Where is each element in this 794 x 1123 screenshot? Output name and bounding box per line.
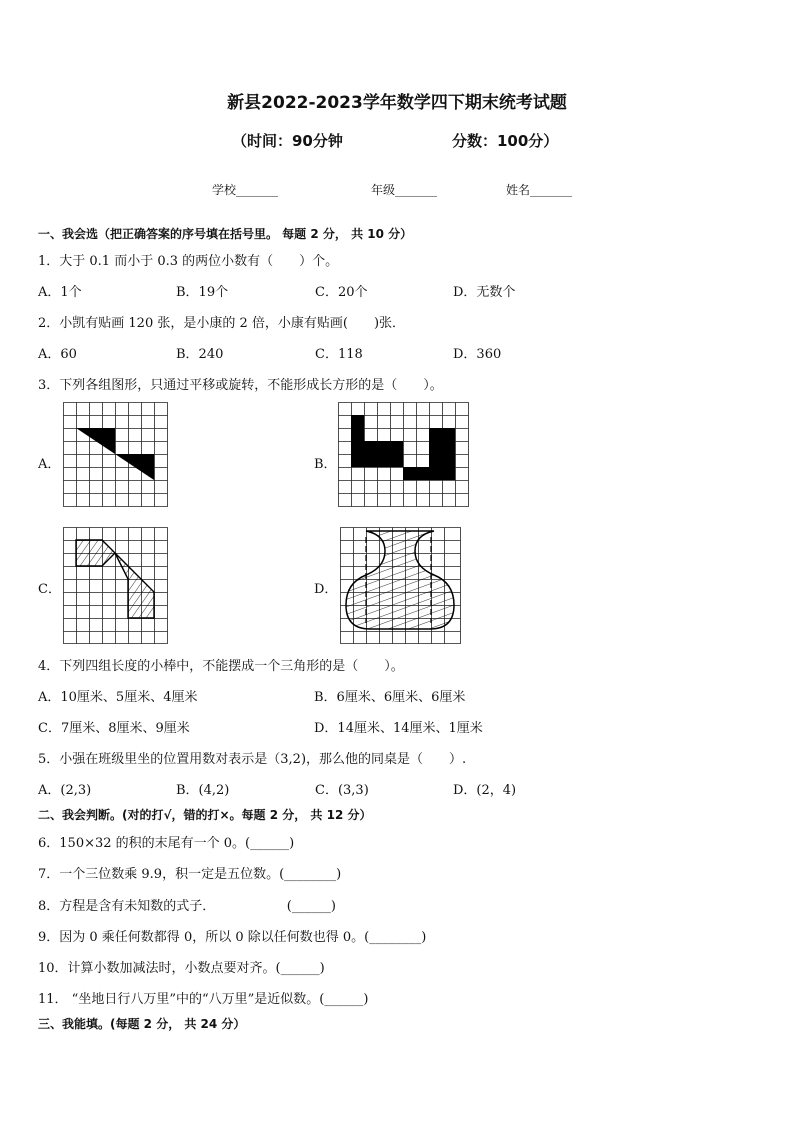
figure-a-grid (63, 402, 169, 508)
figure-b-shape-right (403, 428, 455, 480)
judge-item-6: 6．150×32 的积的末尾有一个 0。(______) (38, 836, 295, 851)
exam-time: （时间：90分钟 (232, 132, 343, 150)
q3-option-b: B． (314, 457, 337, 472)
figure-d-vase-shape (346, 531, 454, 629)
q4-option-a: A．10厘米、5厘米、4厘米 (38, 690, 198, 705)
judge-item-8: 8．方程是含有未知数的式子． (______) (38, 899, 336, 914)
section-heading-choice: 一、我会选（把正确答案的序号填在括号里。 每题 2 分， 共 10 分） (38, 227, 413, 241)
figure-a-shape-bottom (115, 454, 154, 480)
figure-c-shape-top (76, 540, 115, 566)
question-1: 1．大于 0.1 而小于 0.3 的两位小数有（ ）个。 (38, 254, 339, 269)
q2-option-a: A．60 (38, 347, 77, 362)
question-5: 5．小强在班级里坐的位置用数对表示是（3,2)，那么他的同桌是（ ）. (38, 752, 467, 767)
figure-a-shape-top (76, 428, 115, 454)
q5-option-b: B．(4,2) (176, 783, 230, 798)
grade-field: 年级_______ (371, 183, 438, 197)
q5-option-a: A．(2,3) (38, 783, 92, 798)
section-heading-fill: 三、我能填。(每题 2 分， 共 24 分） (38, 1017, 246, 1031)
q1-option-b: B．19个 (176, 285, 229, 300)
q5-option-d: D．(2，4) (453, 783, 517, 798)
name-field: 姓名_______ (506, 183, 573, 197)
q1-option-d: D．无数个 (453, 285, 516, 300)
section-heading-judge: 二、我会判断。(对的打√，错的打×。每题 2 分， 共 12 分） (38, 808, 372, 822)
judge-item-9: 9．因为 0 乘任何数都得 0，所以 0 除以任何数也得 0。(________) (38, 930, 427, 945)
q3-option-d: D． (314, 582, 338, 597)
page-title: 新县2022-2023学年数学四下期末统考试题 (227, 93, 567, 113)
q1-option-a: A．1个 (38, 285, 82, 300)
judge-item-7: 7．一个三位数乘 9.9，积一定是五位数。(________) (38, 867, 342, 882)
figure-d-grid (340, 527, 462, 645)
q3-option-c: C． (38, 582, 61, 597)
q4-option-d: D．14厘米、14厘米、1厘米 (314, 721, 483, 736)
q2-option-b: B．240 (176, 347, 224, 362)
q4-option-c: C．7厘米、8厘米、9厘米 (38, 721, 190, 736)
q2-option-d: D．360 (453, 347, 502, 362)
q3-option-a: A． (38, 457, 61, 472)
exam-score: 分数：100分） (452, 132, 559, 150)
judge-item-11: 11． “坐地日行八万里”中的“八万里”是近似数。(______) (38, 992, 369, 1007)
question-4: 4．下列四组长度的小棒中，不能摆成一个三角形的是（ ）。 (38, 659, 404, 674)
figure-c-grid (63, 527, 169, 645)
question-2: 2．小凯有贴画 120 张，是小康的 2 倍，小康有贴画( )张． (38, 316, 406, 331)
q5-option-c: C．(3,3) (315, 783, 369, 798)
figure-b-shape-left (351, 415, 403, 467)
school-field: 学校_______ (212, 183, 279, 197)
q1-option-c: C．20个 (315, 285, 368, 300)
judge-item-10: 10．计算小数加减法时，小数点要对齐。(______) (38, 961, 325, 976)
figure-b-grid (338, 402, 470, 508)
q4-option-b: B．6厘米、6厘米、6厘米 (314, 690, 466, 705)
figure-c-shape-bottom (115, 553, 154, 618)
question-3: 3．下列各组图形，只通过平移或旋转，不能形成长方形的是（ ）。 (38, 378, 443, 393)
q2-option-c: C．118 (315, 347, 363, 362)
